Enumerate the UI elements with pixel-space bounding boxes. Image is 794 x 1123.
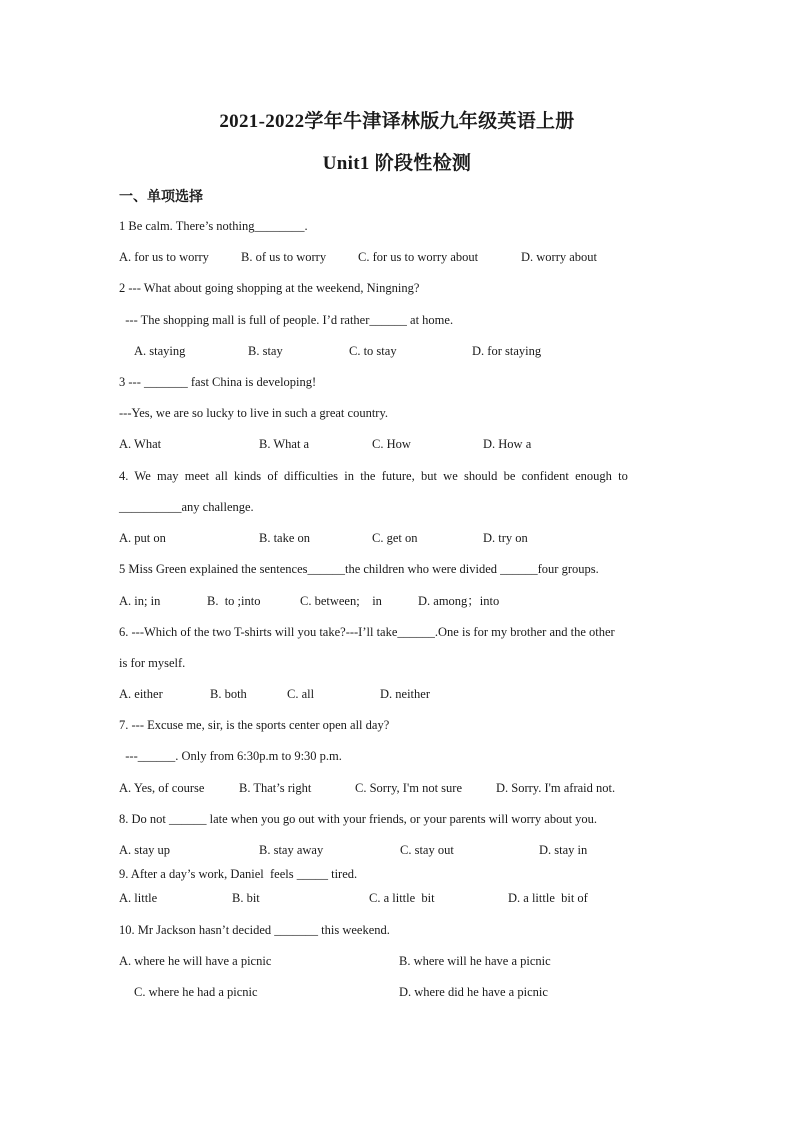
question-9-option-a: A. little bbox=[119, 891, 158, 905]
question-7-option-c: C. Sorry, I'm not sure bbox=[355, 781, 462, 795]
question-6-stem: 6. ---Which of the two T-shirts will you take?---I’ll take______.One is for my brother and the other bbox=[119, 625, 615, 639]
question-2-option-d: D. for staying bbox=[472, 344, 542, 358]
question-6-option-c: C. all bbox=[287, 687, 315, 701]
question-1-stem: 1 Be calm. There’s nothing________. bbox=[119, 219, 308, 233]
question-4-option-b: B. take on bbox=[259, 531, 311, 545]
question-6-option-b: B. both bbox=[210, 687, 247, 701]
question-3-stem-line-2: ---Yes, we are so lucky to live in such a great country. bbox=[119, 406, 389, 420]
question-6-option-d: D. neither bbox=[380, 687, 430, 701]
question-7-stem-line-2: ---______. Only from 6:30p.m to 9:30 p.m. bbox=[119, 749, 342, 763]
question-9-option-b: B. bit bbox=[232, 891, 260, 905]
question-6-option-a: A. either bbox=[119, 687, 163, 701]
question-1-option-d: D. worry about bbox=[521, 250, 598, 264]
question-5-option-d: D. among；into bbox=[418, 594, 500, 608]
question-5-option-b: B. to ;into bbox=[207, 594, 261, 608]
question-6-stem-line-2: is for myself. bbox=[119, 656, 186, 670]
section-heading: 一、单项选择 bbox=[119, 190, 203, 205]
question-9-option-d: D. a little bit of bbox=[508, 891, 588, 905]
question-2-option-b: B. stay bbox=[248, 344, 283, 358]
question-1-option-b: B. of us to worry bbox=[241, 250, 327, 264]
question-8-option-d: D. stay in bbox=[539, 843, 588, 857]
question-4-option-c: C. get on bbox=[372, 531, 418, 545]
question-7-stem: 7. --- Excuse me, sir, is the sports center open all day? bbox=[119, 718, 390, 732]
page-title: 2021-2022学年牛津译林版九年级英语上册 bbox=[219, 111, 575, 132]
question-5-stem: 5 Miss Green explained the sentences______the children who were divided ______four groups. bbox=[119, 562, 599, 576]
question-8-option-a: A. stay up bbox=[119, 843, 171, 857]
question-5-option-a: A. in; in bbox=[119, 594, 161, 608]
question-4-option-d: D. try on bbox=[483, 531, 528, 545]
question-4-option-a: A. put on bbox=[119, 531, 166, 545]
question-10-option-a: A. where he will have a picnic bbox=[119, 954, 272, 968]
question-9-option-c: C. a little bit bbox=[369, 891, 435, 905]
question-3-option-c: C. How bbox=[372, 437, 411, 451]
question-10-option-b: B. where will he have a picnic bbox=[399, 954, 551, 968]
question-7-option-a: A. Yes, of course bbox=[119, 781, 205, 795]
question-8-option-c: C. stay out bbox=[400, 843, 454, 857]
question-1-option-a: A. for us to worry bbox=[119, 250, 209, 264]
question-10-stem: 10. Mr Jackson hasn’t decided _______ this weekend. bbox=[119, 923, 390, 937]
question-2-stem: 2 --- What about going shopping at the weekend, Ningning? bbox=[119, 281, 420, 295]
question-2-option-a: A. staying bbox=[134, 344, 186, 358]
question-4-stem-line-2: __________any challenge. bbox=[119, 500, 254, 514]
question-7-option-d: D. Sorry. I'm afraid not. bbox=[496, 781, 616, 795]
question-8-option-b: B. stay away bbox=[259, 843, 324, 857]
question-9-stem: 9. After a day’s work, Daniel feels _____ tired. bbox=[119, 867, 358, 881]
question-5-option-c: C. between; in bbox=[300, 594, 382, 608]
question-4-stem: 4. We may meet all kinds of difficulties in the future, but we should be confident enough to bbox=[119, 469, 628, 483]
question-3-option-a: A. What bbox=[119, 437, 162, 451]
question-3-option-b: B. What a bbox=[259, 437, 310, 451]
page-subtitle: Unit1 阶段性检测 bbox=[322, 153, 472, 174]
question-2-stem-line-2: --- The shopping mall is full of people. I’d rather______ at home. bbox=[119, 313, 454, 327]
question-3-option-d: D. How a bbox=[483, 437, 532, 451]
question-7-option-b: B. That’s right bbox=[239, 781, 312, 795]
question-2-option-c: C. to stay bbox=[349, 344, 397, 358]
question-3-stem: 3 --- _______ fast China is developing! bbox=[119, 375, 317, 389]
question-8-stem: 8. Do not ______ late when you go out with your friends, or your parents will worry about you. bbox=[119, 812, 598, 826]
question-1-option-c: C. for us to worry about bbox=[358, 250, 479, 264]
question-10-option-c: C. where he had a picnic bbox=[134, 985, 258, 999]
question-10-option-d: D. where did he have a picnic bbox=[399, 985, 548, 999]
